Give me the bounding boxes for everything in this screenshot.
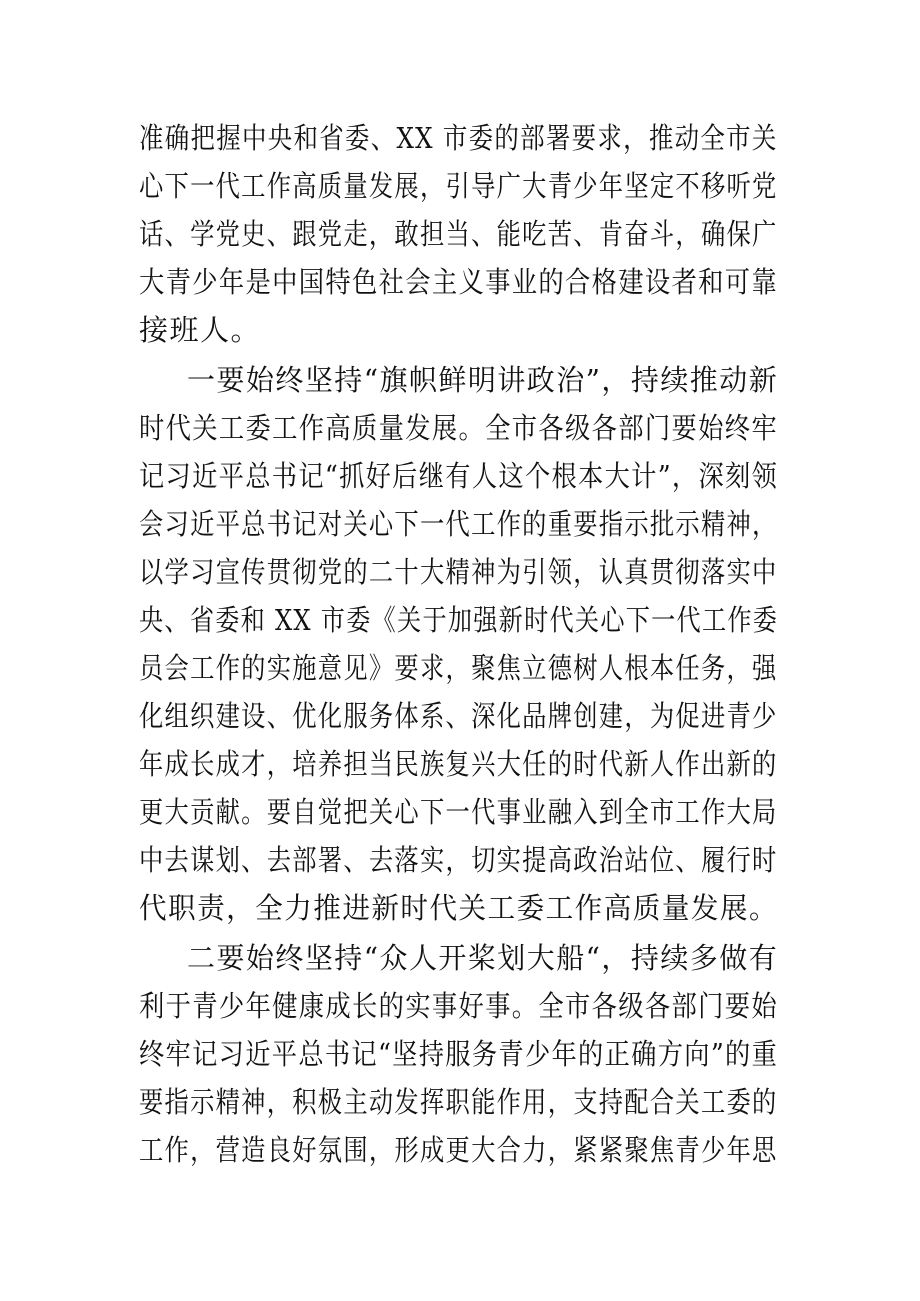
text-line: 中去谋划、去部署、去落实，切实提高政治站位、履行时 <box>139 843 778 877</box>
text-line: 心下一代工作高质量发展，引导广大青少年坚定不移听党 <box>139 169 778 203</box>
text-line: 要指示精神，积极主动发挥职能作用，支持配合关工委的 <box>139 1085 778 1119</box>
text-line: 终牢记习近平总书记“坚持服务青少年的正确方向”的重 <box>139 1037 779 1071</box>
text-line: 工作，营造良好氛围，形成更大合力，紧紧聚焦青少年思 <box>139 1133 778 1167</box>
text-line: 年成长成才，培养担当民族复兴大任的时代新人作出新的 <box>139 747 778 781</box>
text-line: 代职责，全力推进新时代关工委工作高质量发展。 <box>139 891 779 925</box>
text-line: 大青少年是中国特色社会主义事业的合格建设者和可靠 <box>139 265 779 299</box>
text-line: 员会工作的实施意见》要求，聚焦立德树人根本任务，强 <box>139 651 778 685</box>
text-line: 接班人。 <box>139 313 262 347</box>
text-line: 以学习宣传贯彻党的二十大精神为引领，认真贯彻落实中 <box>139 555 778 589</box>
text-line: 利于青少年健康成长的实事好事。全市各级各部门要始 <box>139 989 779 1023</box>
text-line: 记习近平总书记“抓好后继有人这个根本大计”，深刻领 <box>139 459 779 493</box>
text-line: 准确把握中央和省委、XX 市委的部署要求，推动全市关 <box>139 121 778 155</box>
text-line: 央、省委和 XX 市委《关于加强新时代关心下一代工作委 <box>139 603 779 637</box>
paragraph-first-line: 二要始终坚持“众人开桨划大船“，持续多做有 <box>187 941 779 975</box>
text-line: 化组织建设、优化服务体系、深化品牌创建，为促进青少 <box>139 699 778 733</box>
text-line: 时代关工委工作高质量发展。全市各级各部门要始终牢 <box>139 411 779 445</box>
text-line: 更大贡献。要自觉把关心下一代事业融入到全市工作大局 <box>139 795 778 829</box>
paragraph-first-line: 一要始终坚持“旗帜鲜明讲政治”，持续推动新 <box>187 363 779 397</box>
text-line: 会习近平总书记对关心下一代工作的重要指示批示精神， <box>139 507 778 541</box>
text-line: 话、学党史、跟党走，敢担当、能吃苦、肯奋斗，确保广 <box>139 217 778 251</box>
